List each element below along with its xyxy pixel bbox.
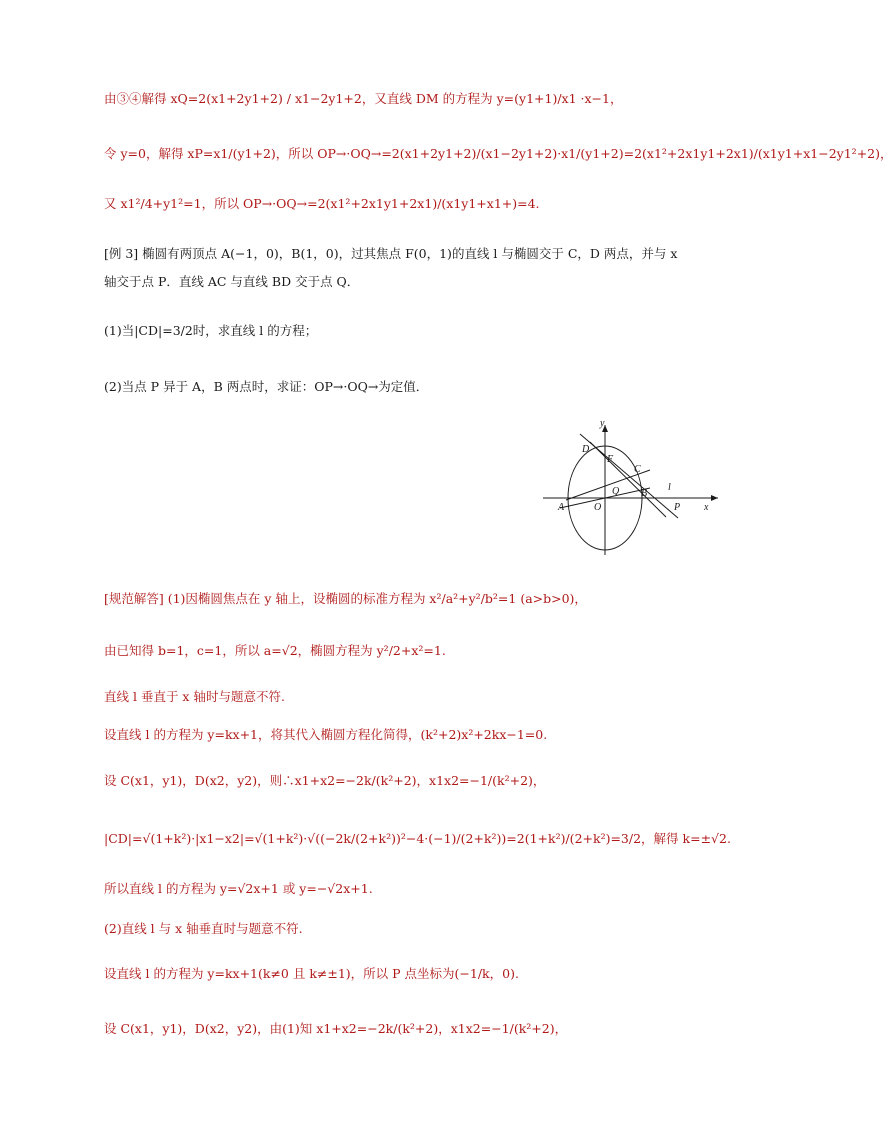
answer-line-7: 所以直线 l 的方程为 y=√2x+1 或 y=−√2x+1. [104, 881, 373, 896]
label-D: D [582, 444, 590, 455]
label-y: y [600, 418, 605, 429]
line-bd [590, 442, 666, 517]
label-F: F [607, 454, 614, 465]
example-line-2: 轴交于点 P．直线 AC 与直线 BD 交于点 Q． [104, 274, 360, 289]
question-2: (2)当点 P 异于 A，B 两点时，求证：OP→·OQ→为定值． [104, 379, 429, 394]
label-C: C [634, 464, 641, 475]
answer-line-8: (2)直线 l 与 x 轴垂直时与题意不符. [104, 921, 303, 936]
label-B: B [641, 488, 648, 499]
answer-line-2: 由已知得 b=1，c=1，所以 a=√2，椭圆方程为 y²/2+x²=1. [104, 643, 446, 658]
label-A: A [558, 502, 565, 513]
answer-line-9: 设直线 l 的方程为 y=kx+1(k≠0 且 k≠±1)，所以 P 点坐标为(−1/k，0). [104, 966, 519, 981]
label-x: x [704, 502, 709, 513]
answer-line-6: |CD|=√(1+k²)·|x1−x2|=√(1+k²)·√((−2k/(2+k²))²−4·(−1)/(2+k²))=2(1+k²)/(2+k²)=3/2，解得 k=±√2. [104, 831, 731, 846]
solution-line-1: 由③④解得 xQ=2(x1+2y1+2) / x1−2y1+2，又直线 DM 的方程为 y=(y1+1)/x1 ·x−1， [104, 91, 623, 106]
question-1: (1)当|CD|=3/2时，求直线 l 的方程； [104, 323, 318, 338]
label-O: O [594, 502, 602, 513]
answer-line-10: 设 C(x1，y1)，D(x2，y2)，由(1)知 x1+x2=−2k/(k²+2)，x1x2=−1/(k²+2)， [104, 1021, 568, 1036]
ellipse-figure [538, 420, 723, 560]
solution-line-2: 令 y=0，解得 xP=x1/(y1+2)，所以 OP→·OQ→=2(x1+2y1+2)/(x1−2y1+2)·x1/(y1+2)=2(x1²+2x1y1+2x1)/(x1y1+x1−2y1²+2)， [104, 146, 893, 161]
answer-line-1: [规范解答] (1)因椭圆焦点在 y 轴上，设椭圆的标准方程为 x²/a²+y²/b²=1 (a>b>0)， [104, 591, 587, 606]
answer-line-3: 直线 l 垂直于 x 轴时与题意不符. [104, 689, 285, 704]
example-heading-line: [例 3] 椭圆有两顶点 A(−1，0)，B(1，0)，过其焦点 F(0，1)的直线 l 与椭圆交于 C，D 两点，并与 x [104, 246, 678, 261]
ellipse-diagram [538, 420, 723, 560]
solution-line-3: 又 x1²/4+y1²=1，所以 OP→·OQ→=2(x1²+2x1y1+2x1)/(x1y1+x1+)=4. [104, 196, 540, 211]
answer-line-5: 设 C(x1，y1)，D(x2，y2)，则∴x1+x2=−2k/(k²+2)，x1x2=−1/(k²+2)， [104, 773, 546, 788]
label-l: l [668, 482, 671, 493]
label-P: P [674, 502, 681, 513]
x-axis-arrow [711, 495, 718, 501]
answer-line-4: 设直线 l 的方程为 y=kx+1，将其代入椭圆方程化简得，(k²+2)x²+2kx−1=0. [104, 727, 548, 742]
label-Q: Q [612, 486, 620, 497]
